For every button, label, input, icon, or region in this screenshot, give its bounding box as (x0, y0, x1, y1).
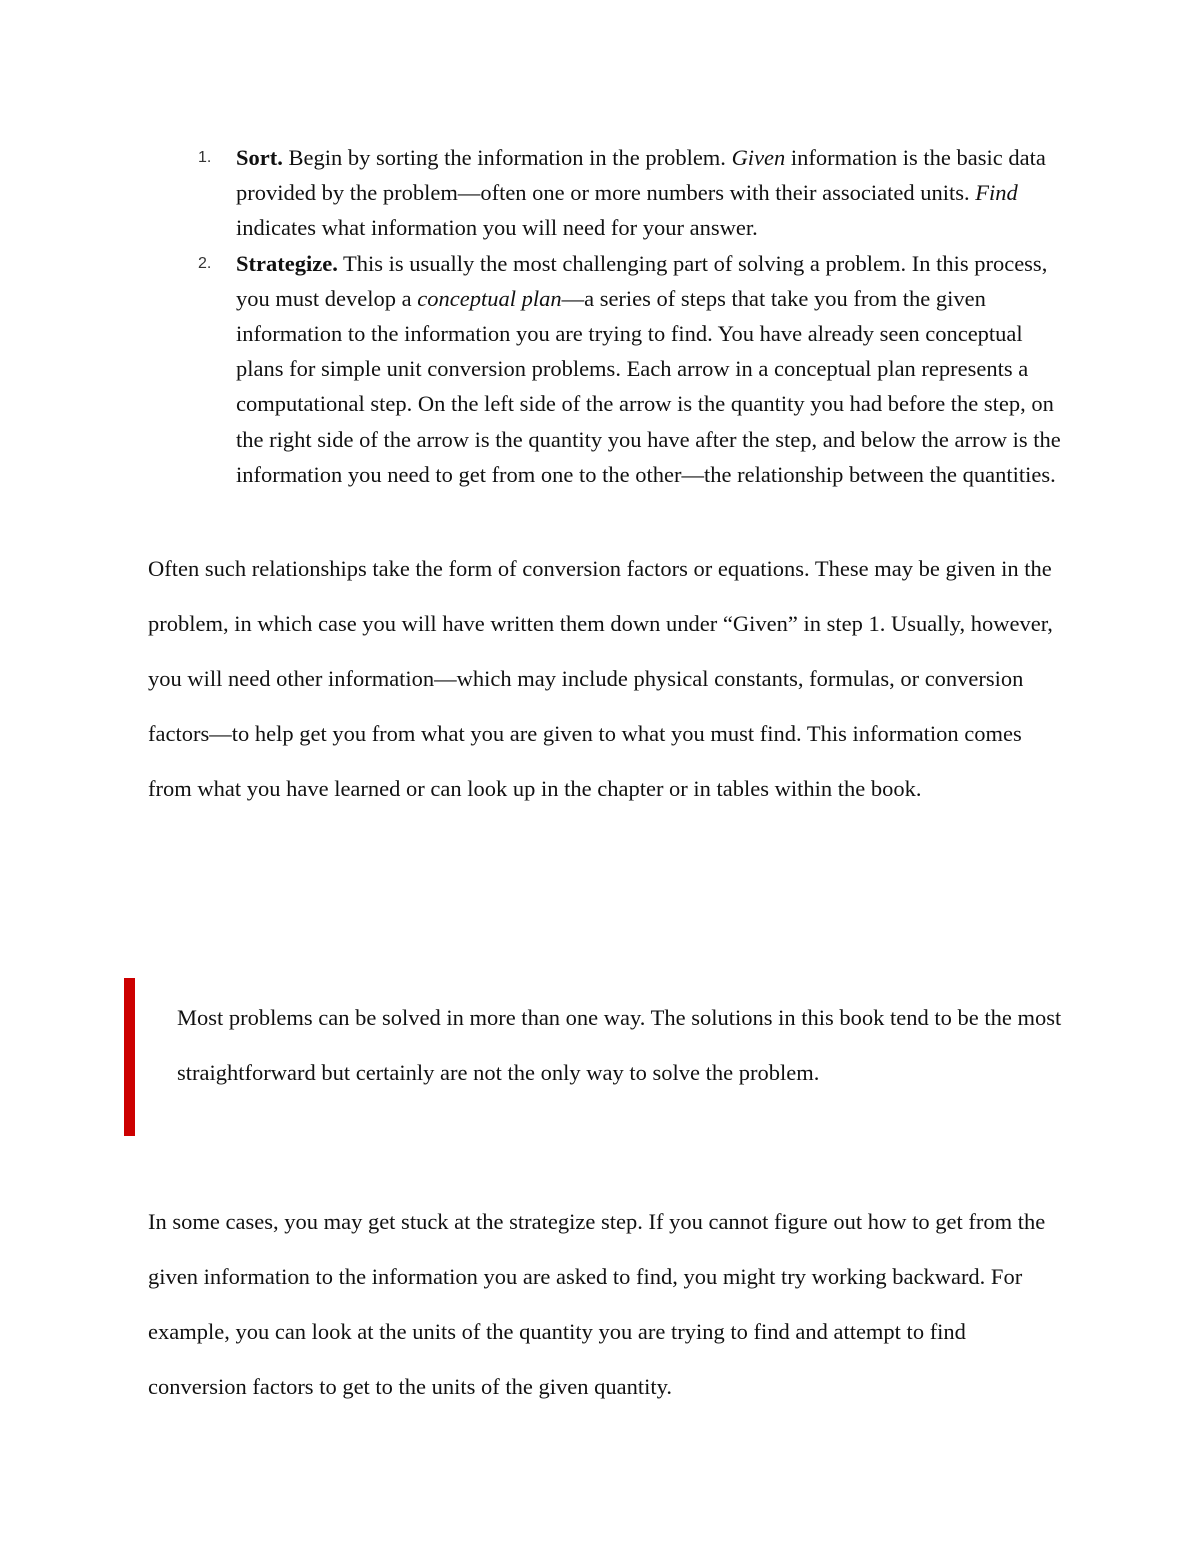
body-paragraph-working-backward: In some cases, you may get stuck at the strategize step. If you cannot figure out how to get from the given information to the information you are asked to find, you might try working backward. For example, you can look at the units of the quantity you are trying to find and attempt to find conversion factors to get to the units of the given quantity. (148, 1209, 1046, 1399)
list-item-text: Strategize. This is usually the most challenging part of solving a problem. In this process, you must develop a conceptual plan—a series of steps that take you from the given information to the information you are trying to find. You have already seen conceptual plans for simple unit conversion problems. Each arrow in a conceptual plan represents a computational step. On the left side of the arrow is the quantity you had before the step, on the right side of the arrow is the quantity you have after the step, and below the arrow is the information you need to get from one to the other—the relationship between the quantities. (236, 250, 1061, 487)
list-item-number: 1. (198, 149, 212, 166)
emphasis-find: Find (975, 180, 1018, 206)
callout-text: Most problems can be solved in more than one way. The solutions in this book tend to be the most straightforward but certainly are not the only way to solve the problem. (177, 1005, 1062, 1085)
emphasis-conceptual-plan: conceptual plan (417, 285, 562, 311)
problem-solving-steps-list (148, 140, 1068, 492)
callout-note (124, 978, 1074, 1136)
body-paragraph-relationships: Often such relationships take the form of conversion factors or equations. These may be given in the problem, in which case you will have written them down under “Given” in step 1. Usually, however, you will need other information—which may include physical constants, formulas, or conversion factors—to help get you from what you are given to what you must find. This information comes from what you have learned or can look up in the chapter or in tables within the book. (148, 556, 1053, 801)
callout-accent-bar (124, 978, 135, 1136)
list-item-strategize (148, 246, 1068, 492)
list-item-text: Sort. Begin by sorting the information in the problem. Given information is the basic data provided by the problem—often one or more numbers with their associated units. Find indicates what information you will need for your answer. (236, 145, 1046, 241)
step-title: Strategize. (236, 250, 338, 276)
list-item-sort (148, 140, 1068, 246)
step-title: Sort. (236, 145, 283, 170)
list-item-number: 2. (198, 254, 212, 272)
emphasis-given: Given (731, 145, 786, 170)
